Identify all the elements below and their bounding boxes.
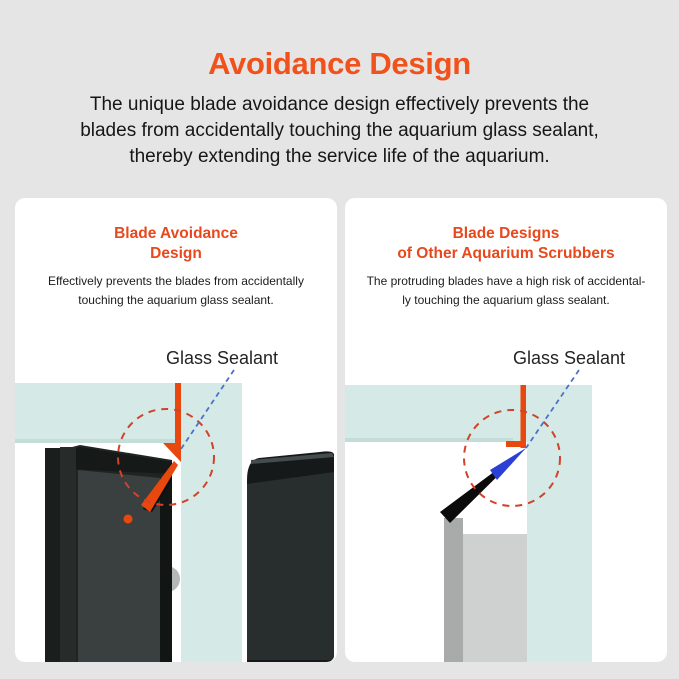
description-line: thereby extending the service life of the aquarium. bbox=[129, 146, 550, 167]
card-body-text bbox=[15, 272, 337, 310]
glass-panel-vertical bbox=[527, 385, 592, 662]
description-line: blades from accidentally touching the aquarium glass sealant, bbox=[80, 120, 599, 141]
card-title-line: Blade Designs bbox=[452, 225, 560, 242]
glass-panel-edge-shade bbox=[15, 439, 177, 443]
card-body-line: ly touching the aquarium glass sealant. bbox=[402, 293, 610, 307]
sealant-foot bbox=[506, 441, 521, 447]
scrubber-dot bbox=[124, 515, 133, 524]
scrubber-left-face bbox=[60, 447, 76, 662]
card-other-scrubbers bbox=[345, 198, 667, 662]
card-title bbox=[345, 224, 667, 264]
blade-blue-tip bbox=[490, 448, 526, 480]
card-title-line: of Other Aquarium Scrubbers bbox=[397, 245, 615, 262]
other-scrubbers-illustration bbox=[345, 198, 667, 662]
avoidance-design-illustration bbox=[15, 198, 337, 662]
page-description bbox=[0, 92, 679, 170]
scrubber-side-face bbox=[444, 518, 463, 662]
card-title-line: Design bbox=[150, 245, 202, 262]
card-title bbox=[15, 224, 337, 264]
sealant-line bbox=[175, 383, 181, 443]
card-body-line: Effectively prevents the blades from accidentally bbox=[48, 274, 304, 288]
glass-panel-vertical bbox=[181, 443, 242, 662]
sealant-line bbox=[521, 385, 527, 448]
page-title: Avoidance Design bbox=[208, 46, 471, 81]
card-body-line: The protruding blades have a high risk of accidental- bbox=[366, 274, 646, 288]
scrubber-front-face bbox=[463, 534, 527, 662]
sealant-label: Glass Sealant bbox=[165, 348, 279, 368]
scrubber-left-edge bbox=[45, 448, 60, 662]
glass-panel-edge-shade bbox=[345, 438, 513, 442]
description-line: The unique blade avoidance design effectively prevents the bbox=[89, 94, 590, 115]
sealant-label: Glass Sealant bbox=[512, 348, 626, 368]
card-title-line: Blade Avoidance bbox=[114, 225, 238, 242]
outer-magnet-face bbox=[247, 472, 334, 660]
card-body-text bbox=[345, 272, 667, 310]
card-body-line: touching the aquarium glass sealant. bbox=[78, 293, 274, 307]
card-blade-avoidance-design bbox=[15, 198, 337, 662]
